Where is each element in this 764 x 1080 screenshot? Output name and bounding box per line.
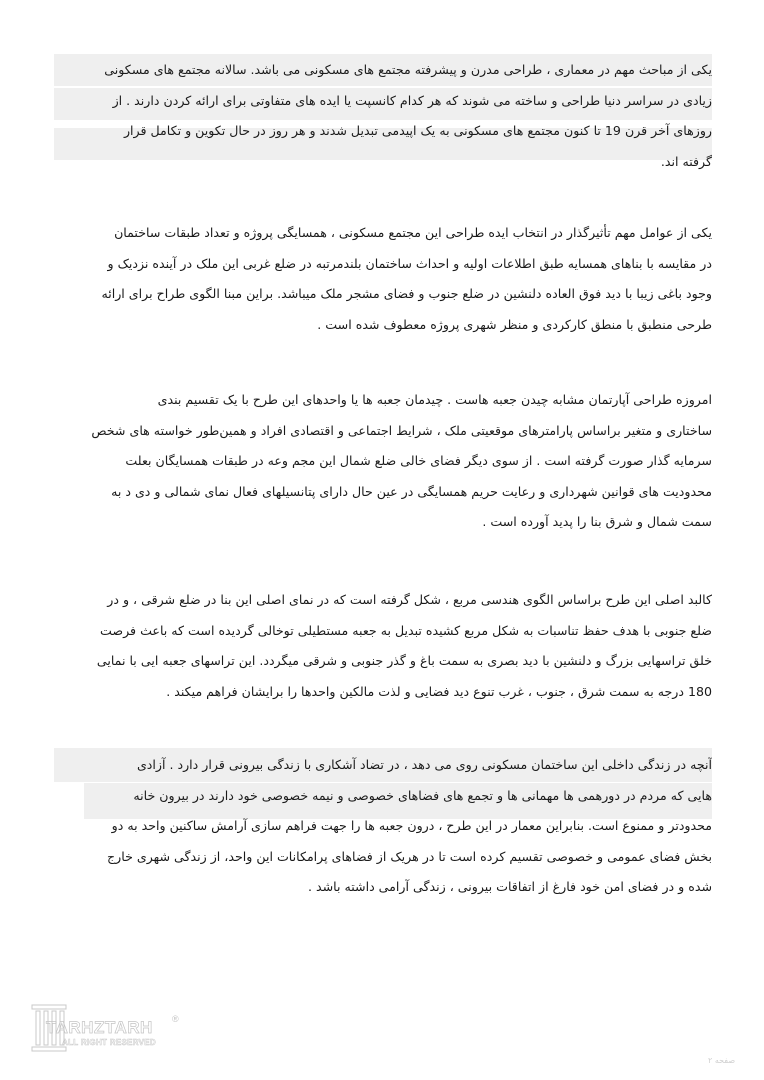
text-line: وجود باغی زیبا با دید فوق العاده دلنشین در ضلع جنوب و فضای مشجر ملک میباشد. براین مبنا الگوی طراح برای ارائه <box>101 286 712 301</box>
text-line: زیادی در سراسر دنیا طراحی و ساخته می شوند که هر کدام کانسپت یا ایده های متفاوتی برای ارائه کردن دارند . از <box>112 92 712 108</box>
text-line: آنچه در زندگی داخلی این ساختمان مسکونی روی می دهد ، در تضاد آشکاری با زندگی بیرونی قرار دارد . آزادی <box>136 757 712 772</box>
text-line: گرفته اند. <box>660 153 712 169</box>
paragraph-interior-life <box>52 750 712 903</box>
paragraph-geometry <box>52 585 712 707</box>
text-line: هایی که مردم در دورهمی ها مهمانی ها و تجمع های فضاهای خصوصی و نیمه خصوصی خود دارند در بیرون خانه <box>133 787 712 803</box>
watermark-logo-text: TARHZTARH <box>46 1018 153 1037</box>
watermark-subtext: ALL RIGHT RESERVED <box>62 1038 157 1047</box>
paragraph-box-stacking <box>52 385 712 538</box>
text-line: محدودتر و ممنوع است. بنابراین معمار در این طرح ، درون جعبه ها را جهت فراهم سازی آرامش ساکنین واحد به دو <box>111 818 712 833</box>
text-line: طرحی منطبق با منطق کارکردی و منظر شهری پروژه معطوف شده است . <box>317 316 712 332</box>
text-line: سرمایه گذار صورت گرفته است . از سوی دیگر فضای خالی ضلع شمال این مجم وعه در طبقات همسایگان بعلت <box>125 453 712 468</box>
text-line: محدودیت های قوانین شهرداری و رعایت حریم همسایگی در عین حال دارای پتانسیلهای فعال نمای شمالی و دی د به <box>111 483 712 499</box>
text-line: 180 درجه به سمت شرق ، جنوب ، غرب تنوع دید فضایی و لذت مالکین واحدها را برایشان فراهم میکند . <box>166 683 712 699</box>
text-line: سمت شمال و شرق بنا را پدید آورده است . <box>482 514 712 529</box>
page-number: صفحه ۲ <box>708 1056 736 1065</box>
text-line: شده و در فضای امن خود فارغ از اتفاقات بیرونی ، زندگی آرامی داشته باشد . <box>307 879 712 894</box>
text-line: ساختاری و متغیر براساس پارامترهای موقعیتی ملک ، شرایط اجتماعی و اقتصادی افراد و همین‌طور خواسته های شخص <box>91 422 712 438</box>
registered-mark: ® <box>172 1014 179 1024</box>
text-line: امروزه طراحی آپارتمان مشابه چیدن جعبه هاست . چیدمان جعبه ها یا واحدهای این طرح با یک تقسیم بندی <box>157 392 712 407</box>
paragraph-intro <box>52 55 712 177</box>
text-line: بخش فضای عمومی و خصوصی تقسیم کرده است تا در هریک از فضاهای پرامکانات این واحد، از زندگی شهری خارج <box>107 848 712 864</box>
text-line: روزهای آخر قرن 19 تا کنون مجتمع های مسکونی به یک اپیدمی تبدیل شدند و هر روز در حال تکوین و تکامل قرار <box>123 123 712 138</box>
text-line: ضلع جنوبی با هدف حفظ تناسبات به شکل مربع کشیده تبدیل به جعبه مستطیلی توخالی گردیده است که باعث فرصت <box>100 622 712 638</box>
text-line: در مقایسه با بناهای همسایه طبق اطلاعات اولیه و احداث ساختمان بلندمرتبه در ضلع غربی این ملک در آینده نزدیک و <box>107 255 712 271</box>
text-line: یکی از عوامل مهم تأثیرگذار در انتخاب ایده طراحی این مجتمع مسکونی ، همسایگی پروژه و تعداد طبقات ساختمان <box>114 225 712 240</box>
text-line: کالبد اصلی این طرح براساس الگوی هندسی مربع ، شکل گرفته است که در نمای اصلی این بنا در ضلع شرقی ، و در <box>107 592 712 607</box>
text-line: یکی از مباحث مهم در معماری ، طراحی مدرن و پیشرفته مجتمع های مسکونی می باشد. سالانه مجتمع های مسکونی <box>104 62 712 77</box>
text-line: خلق تراسهایی بزرگ و دلنشین با دید بصری به سمت باغ و گذر جنوبی و شرقی میگردد. این تراسهای جعبه ایی با نمایی <box>96 653 712 668</box>
paragraph-design-factors <box>52 218 712 340</box>
